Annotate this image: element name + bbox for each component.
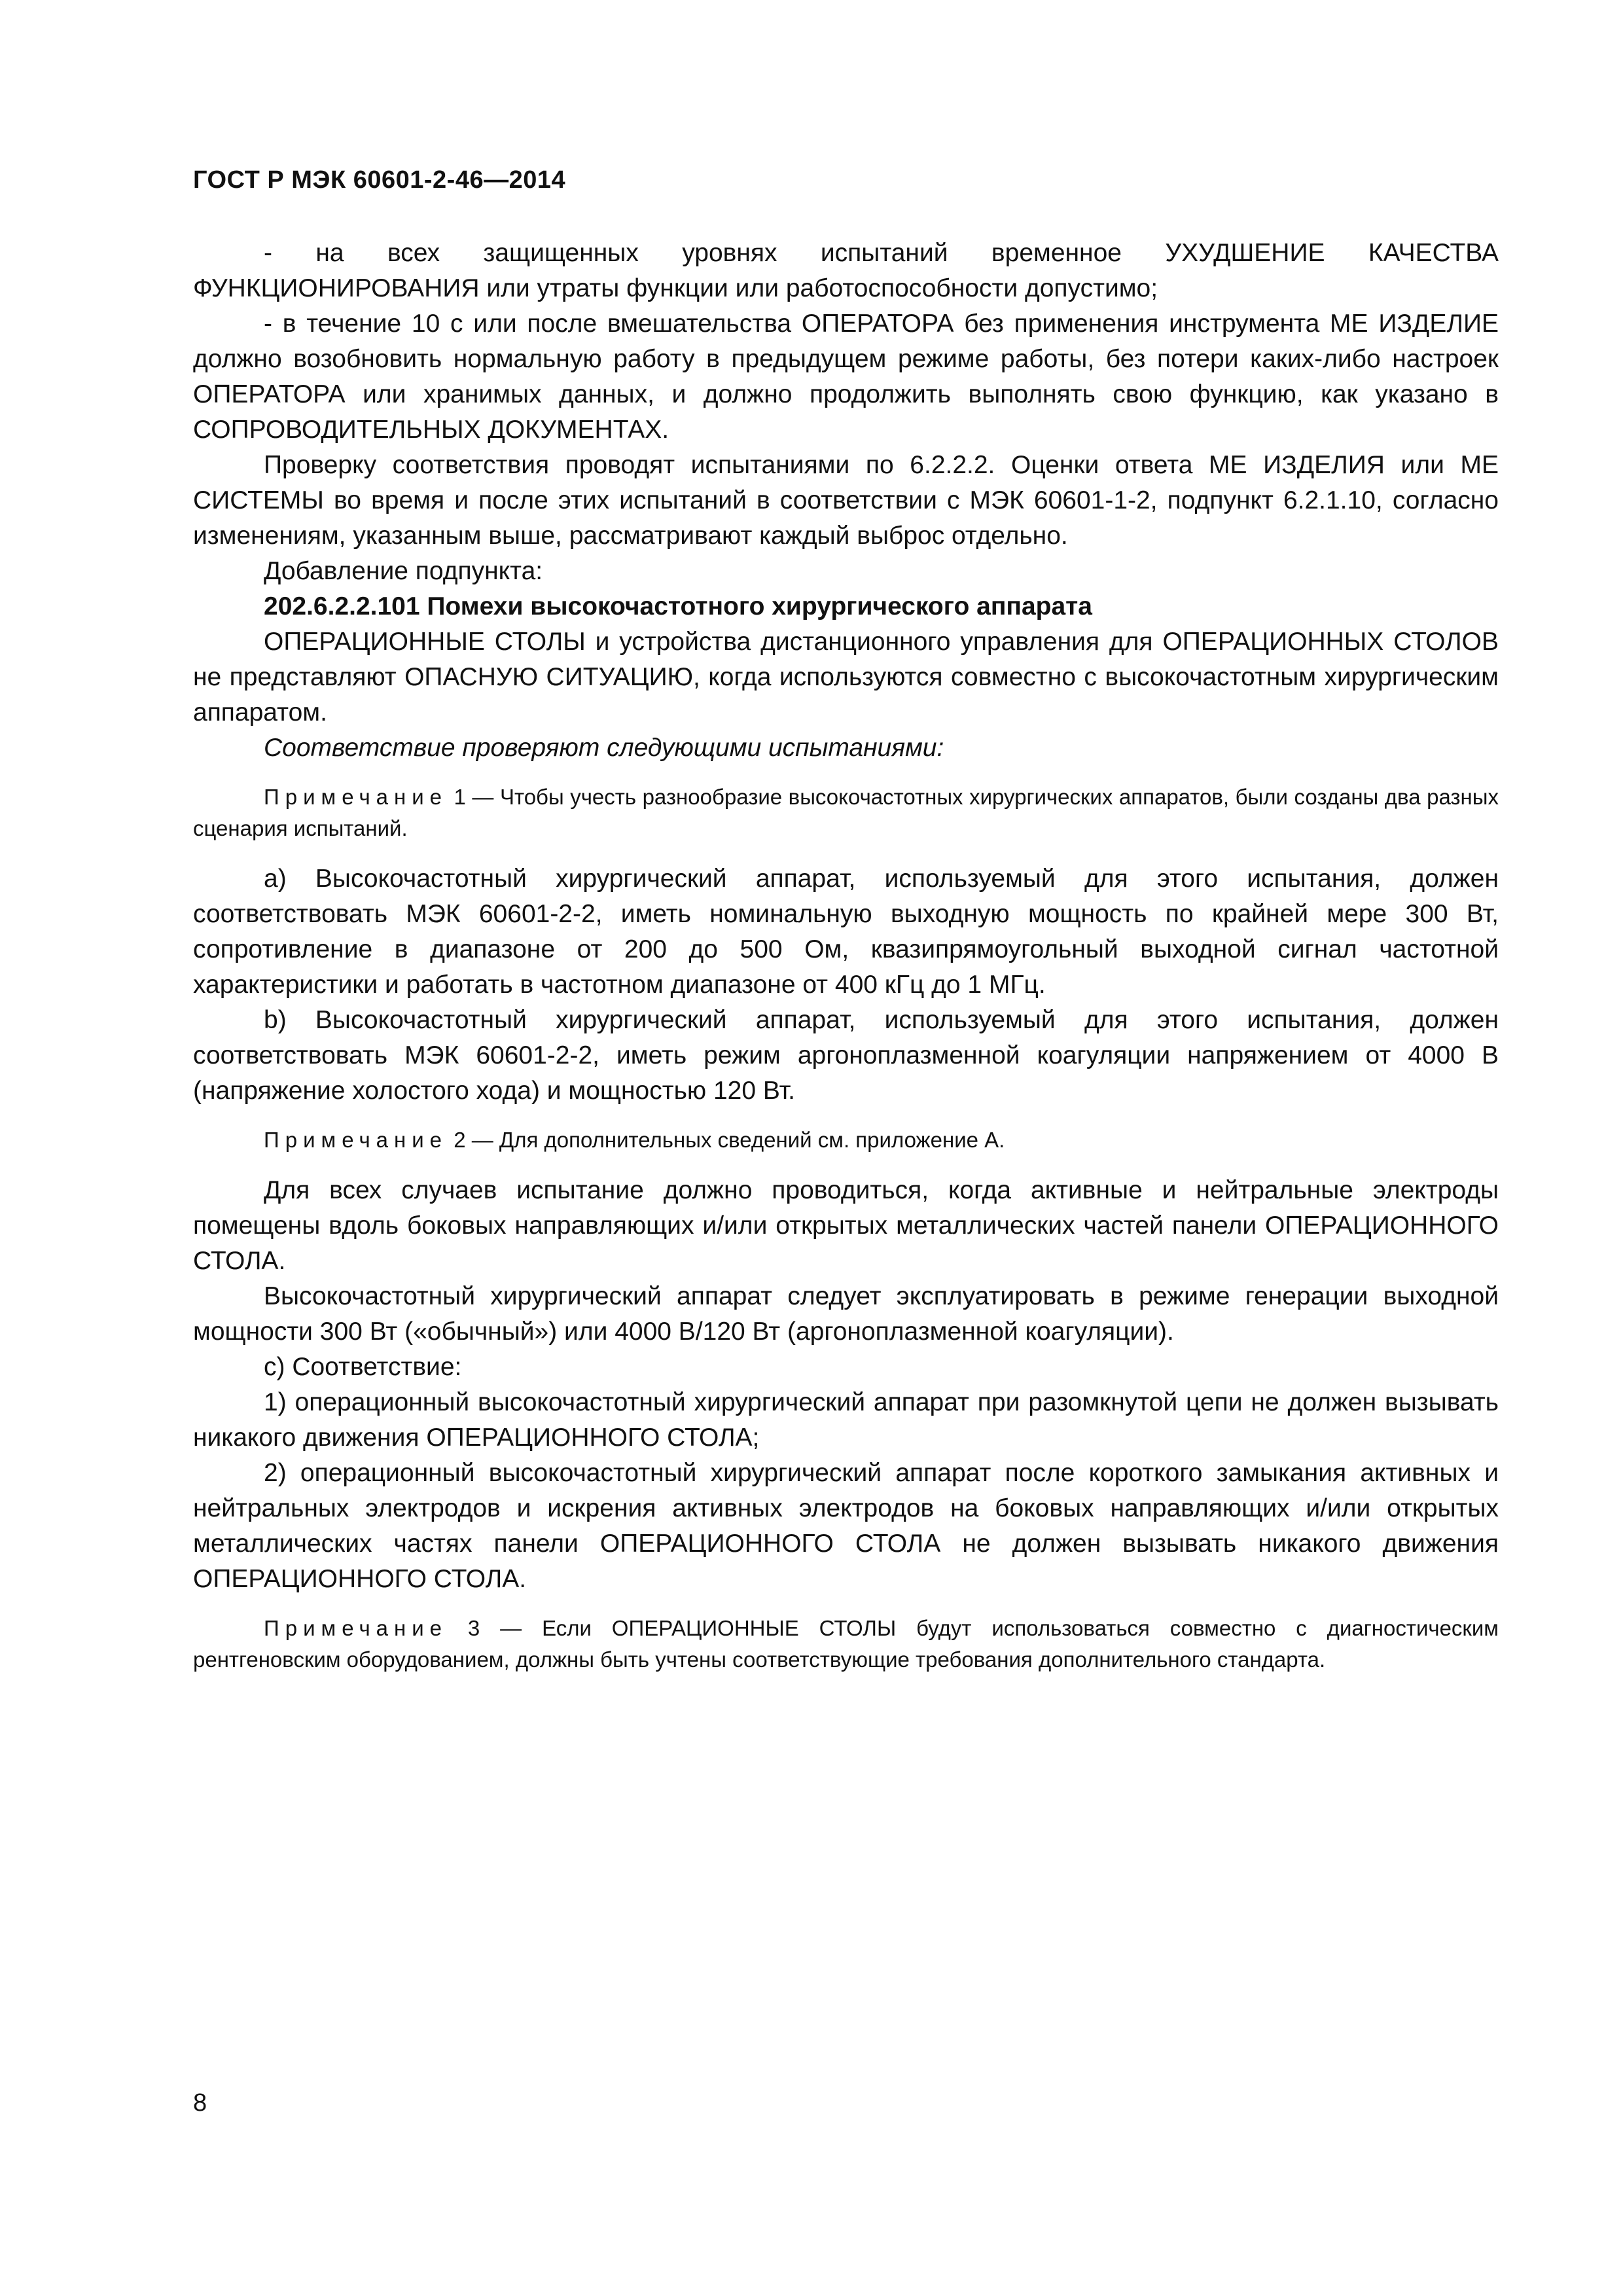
paragraph: ОПЕРАЦИОННЫЕ СТОЛЫ и устройства дистанционного управления для ОПЕРАЦИОННЫХ СТОЛОВ не представляют ОПАСНУЮ СИТУАЦИЮ, когда используются совместно с высокочастотным хирургическим аппаратом. [193,628,1499,726]
page-number: 8 [193,2089,207,2117]
paragraph: Для всех случаев испытание должно проводиться, когда активные и нейтральные электроды помещены вдоль боковых направляющих и/или открытых металлических частей панели ОПЕРАЦИОННОГО СТОЛА. [193,1176,1499,1275]
note-number: 3 [467,1616,480,1640]
paragraph: 1) операционный высокочастотный хирургический аппарат при разомкнутой цепи не должен вызывать никакого движения ОПЕРАЦИОННОГО СТОЛА; [193,1388,1499,1452]
section-heading: 202.6.2.2.101 Помехи высокочастотного хирургического аппарата [264,592,1092,620]
paragraph: Добавление подпункта: [264,557,543,585]
note-label: Примечание [264,1616,448,1640]
paragraph: 2) операционный высокочастотный хирургический аппарат после короткого замыкания активных и нейтральных электродов и искрения активных электродов на боковых направляющих и/или открытых металлических частях панели ОПЕРАЦИОННОГО СТОЛА не должен вызывать никакого движения ОПЕРАЦИОННОГО СТОЛА. [193,1459,1499,1593]
note-3: Примечание 3 — Если ОПЕРАЦИОННЫЕ СТОЛЫ будут использоваться совместно с диагностическим рентгеновским оборудованием, должны быть учтены соответствующие требования дополнительного стандарта. [193,1616,1499,1672]
paragraph: с) Соответствие: [264,1353,462,1381]
note-text: Если ОПЕРАЦИОННЫЕ СТОЛЫ будут использоваться совместно с диагностическим рентгеновским оборудованием, должны быть учтены соответствующие требования дополнительного стандарта. [193,1616,1499,1672]
document-body [193,236,1499,1693]
note-text: Чтобы учесть разнообразие высокочастотных хирургических аппаратов, были созданы два разных сценария испытаний. [193,785,1499,840]
paragraph: Высокочастотный хирургический аппарат следует эксплуатировать в режиме генерации выходной мощности 300 Вт («обычный») или 4000 В/120 Вт (аргоноплазменной коагуляции). [193,1282,1499,1346]
paragraph: Проверку соответствия проводят испытаниями по 6.2.2.2. Оценки ответа МЕ ИЗДЕЛИЯ или МЕ СИСТЕМЫ во время и после этих испытаний в соответствии с МЭК 60601-1-2, подпункт 6.2.1.10, согласно изменениям, указанным выше, рассматривают каждый выброс отдельно. [193,451,1499,550]
note-2: Примечание 2 — Для дополнительных сведений см. приложение А. [264,1128,1005,1152]
document-header: ГОСТ Р МЭК 60601-2-46—2014 [193,166,566,194]
paragraph: - в течение 10 с или после вмешательства ОПЕРАТОРА без применения инструмента МЕ ИЗДЕЛИЕ должно возобновить нормальную работу в предыдущем режиме работы, без потери каких-либо настроек ОПЕРАТОРА или хранимых данных, и должно продолжить выполнять свою функцию, как указано в СОПРОВОДИТЕЛЬНЫХ ДОКУМЕНТАХ. [193,310,1499,444]
paragraph: - на всех защищенных уровнях испытаний временное УХУДШЕНИЕ КАЧЕСТВА ФУНКЦИОНИРОВАНИЯ или утраты функции или работоспособности допустимо; [193,239,1499,302]
note-label: Примечание [264,785,448,809]
note-number: 2 [454,1128,466,1152]
note-number: 1 [454,785,466,809]
paragraph: Соответствие проверяют следующими испытаниями: [264,734,944,762]
paragraph: b) Высокочастотный хирургический аппарат, используемый для этого испытания, должен соответствовать МЭК 60601-2-2, иметь режим аргоноплазменной коагуляции напряжением от 4000 В (напряжение холостого хода) и мощностью 120 Вт. [193,1006,1499,1105]
paragraph: а) Высокочастотный хирургический аппарат, используемый для этого испытания, должен соответствовать МЭК 60601-2-2, иметь номинальную выходную мощность по крайней мере 300 Вт, сопротивление в диапазоне от 200 до 500 Ом, квазипрямоугольный выходной сигнал частотной характеристики и работать в частотном диапазоне от 400 кГц до 1 МГц. [193,865,1499,999]
note-1: Примечание 1 — Чтобы учесть разнообразие высокочастотных хирургических аппаратов, были созданы два разных сценария испытаний. [193,785,1499,840]
note-text: Для дополнительных сведений см. приложение А. [499,1128,1005,1152]
note-label: Примечание [264,1128,448,1152]
